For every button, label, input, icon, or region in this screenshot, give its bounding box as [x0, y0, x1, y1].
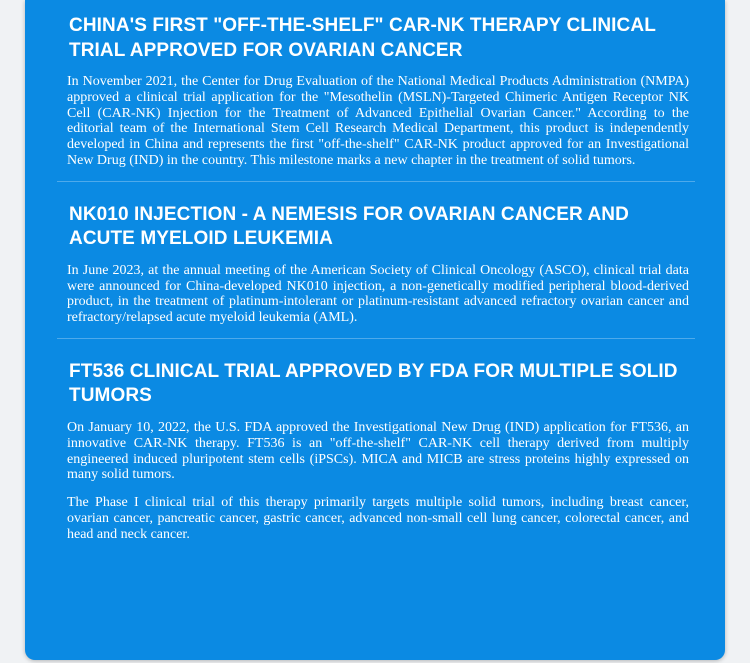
section-title: CHINA'S FIRST "OFF-THE-SHELF" CAR-NK THERAPY CLINICAL TRIAL APPROVED FOR OVARIAN CANCER: [69, 15, 656, 61]
news-card: [25, 0, 725, 660]
news-section-ft536: [67, 360, 689, 543]
section-divider: [57, 338, 695, 339]
section-divider: [57, 181, 695, 182]
section-title: FT536 CLINICAL TRIAL APPROVED BY FDA FOR MULTIPLE SOLID TUMORS: [69, 360, 678, 407]
section-title: NK010 INJECTION - A NEMESIS FOR OVARIAN CANCER AND ACUTE MYELOID LEUKEMIA: [69, 203, 629, 250]
section-paragraph: On January 10, 2022, the U.S. FDA approved the Investigational New Drug (IND) application for FT536, an innovative CAR-NK therapy. FT536 is an "off-the-shelf" CAR-NK cell therapy derived from multiply engineered induced pluripotent stem cells (iPSCs). MICA and MICB are stress proteins highly expressed on many solid tumors.: [67, 419, 689, 483]
news-section-nk010: [67, 203, 689, 339]
section-paragraph: In November 2021, the Center for Drug Evaluation of the National Medical Products Administration (NMPA) approved a clinical trial application for the "Mesothelin (MSLN)-Targeted Chimeric Antigen Receptor NK Cell (CAR-NK) Injection for the Treatment of Advanced Epithelial Ovarian Cancer." According to the editorial team of the International Stem Cell Research Medical Department, this product is independently developed in China and represents the first "off-the-shelf" CAR-NK product approved for an Investigational New Drug (IND) in the country. This milestone marks a new chapter in the treatment of solid tumors.: [67, 74, 689, 168]
section-paragraph: The Phase I clinical trial of this therapy primarily targets multiple solid tumors, including breast cancer, ovarian cancer, pancreatic cancer, gastric cancer, advanced non-small cell lung cancer, colorectal cancer, and head and neck cancer.: [67, 495, 689, 542]
section-paragraph: In June 2023, at the annual meeting of the American Society of Clinical Oncology (ASCO), clinical trial data were announced for China-developed NK010 injection, a non-genetically modified peripheral blood-derived product, in the treatment of platinum-intolerant or platinum-resistant advanced refractory ovarian cancer and refractory/relapsed acute myeloid leukemia (AML).: [67, 262, 689, 326]
news-section-car-nk-ovarian: [67, 14, 689, 182]
